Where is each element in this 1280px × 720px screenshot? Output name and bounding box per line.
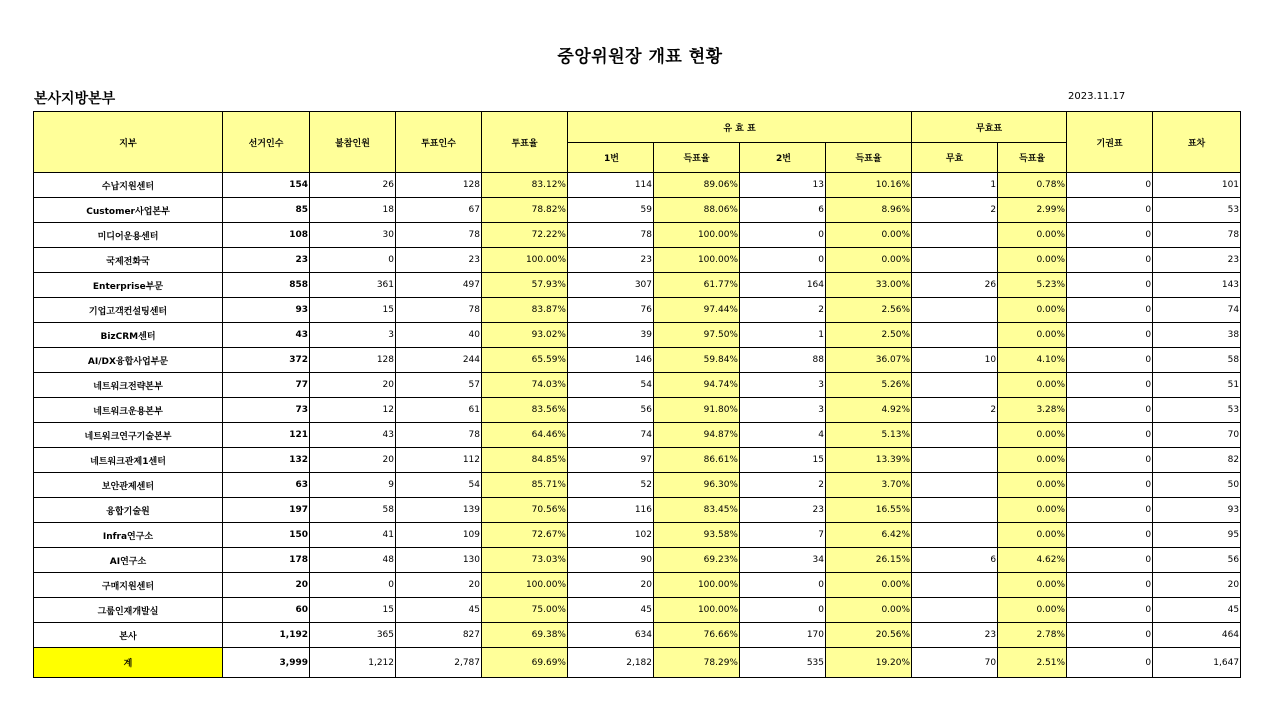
- cell-voters: 40: [396, 323, 482, 348]
- cell-turnout: 83.87%: [482, 298, 568, 323]
- cell-share-2: 3.70%: [826, 473, 912, 498]
- cell-absent: 9: [310, 473, 396, 498]
- cell-voters: 497: [396, 273, 482, 298]
- cell-branch: 네트워크관제1센터: [34, 448, 223, 473]
- cell-voters: 67: [396, 198, 482, 223]
- cell-branch: Customer사업본부: [34, 198, 223, 223]
- cell-electorate: 3,999: [223, 648, 310, 678]
- cell-votes-2: 3: [740, 373, 826, 398]
- cell-voters: 827: [396, 623, 482, 648]
- cell-share-2: 4.92%: [826, 398, 912, 423]
- cell-share-2: 36.07%: [826, 348, 912, 373]
- cell-share-1: 89.06%: [654, 173, 740, 198]
- cell-votes-1: 634: [568, 623, 654, 648]
- cell-branch: 네트워크연구기술본부: [34, 423, 223, 448]
- cell-votes-1: 78: [568, 223, 654, 248]
- cell-margin: 1,647: [1153, 648, 1241, 678]
- cell-votes-1: 102: [568, 523, 654, 548]
- cell-share-2: 2.56%: [826, 298, 912, 323]
- cell-absent: 43: [310, 423, 396, 448]
- cell-voters: 57: [396, 373, 482, 398]
- cell-share-2: 8.96%: [826, 198, 912, 223]
- cell-absent: 15: [310, 298, 396, 323]
- header-voters: 투표인수: [396, 112, 482, 173]
- cell-votes-1: 97: [568, 448, 654, 473]
- cell-margin: 101: [1153, 173, 1241, 198]
- table-row: [34, 598, 1241, 623]
- table-row: [34, 498, 1241, 523]
- cell-electorate: 150: [223, 523, 310, 548]
- cell-share-2: 0.00%: [826, 598, 912, 623]
- cell-votes-1: 146: [568, 348, 654, 373]
- cell-invalid: [912, 423, 998, 448]
- cell-invalid: 2: [912, 198, 998, 223]
- table-row: [34, 448, 1241, 473]
- cell-share-2: 19.20%: [826, 648, 912, 678]
- cell-branch: 보안관제센터: [34, 473, 223, 498]
- cell-invalid: 6: [912, 548, 998, 573]
- cell-share-2: 16.55%: [826, 498, 912, 523]
- cell-votes-2: 23: [740, 498, 826, 523]
- cell-share-1: 91.80%: [654, 398, 740, 423]
- header-invalid: 무효: [912, 143, 998, 173]
- cell-share-1: 96.30%: [654, 473, 740, 498]
- cell-share-2: 0.00%: [826, 248, 912, 273]
- table-row: [34, 173, 1241, 198]
- cell-share-1: 94.87%: [654, 423, 740, 448]
- cell-votes-2: 170: [740, 623, 826, 648]
- cell-votes-2: 6: [740, 198, 826, 223]
- cell-votes-2: 0: [740, 248, 826, 273]
- header-invalid-share: 득표율: [998, 143, 1067, 173]
- cell-invalid-share: 0.78%: [998, 173, 1067, 198]
- cell-share-2: 2.50%: [826, 323, 912, 348]
- cell-voters: 128: [396, 173, 482, 198]
- cell-electorate: 178: [223, 548, 310, 573]
- cell-invalid: [912, 523, 998, 548]
- table-row: [34, 198, 1241, 223]
- cell-absent: 128: [310, 348, 396, 373]
- cell-invalid: [912, 498, 998, 523]
- cell-branch: 계: [34, 648, 223, 678]
- cell-share-1: 78.29%: [654, 648, 740, 678]
- cell-share-2: 0.00%: [826, 223, 912, 248]
- header-absent: 불참인원: [310, 112, 396, 173]
- cell-votes-1: 23: [568, 248, 654, 273]
- section-subtitle: 본사지방본부: [34, 91, 116, 107]
- cell-electorate: 197: [223, 498, 310, 523]
- cell-margin: 50: [1153, 473, 1241, 498]
- cell-votes-1: 59: [568, 198, 654, 223]
- cell-invalid-share: 0.00%: [998, 498, 1067, 523]
- cell-share-1: 93.58%: [654, 523, 740, 548]
- cell-branch: 구매지원센터: [34, 573, 223, 598]
- cell-turnout: 83.12%: [482, 173, 568, 198]
- cell-margin: 464: [1153, 623, 1241, 648]
- cell-margin: 51: [1153, 373, 1241, 398]
- cell-voters: 78: [396, 298, 482, 323]
- cell-absent: 48: [310, 548, 396, 573]
- cell-invalid-share: 0.00%: [998, 598, 1067, 623]
- cell-votes-2: 4: [740, 423, 826, 448]
- cell-turnout: 100.00%: [482, 248, 568, 273]
- cell-votes-2: 2: [740, 473, 826, 498]
- table-row: [34, 523, 1241, 548]
- cell-votes-1: 56: [568, 398, 654, 423]
- cell-invalid: 10: [912, 348, 998, 373]
- header-share-2: 득표율: [826, 143, 912, 173]
- cell-invalid: 2: [912, 398, 998, 423]
- cell-turnout: 69.38%: [482, 623, 568, 648]
- cell-electorate: 108: [223, 223, 310, 248]
- cell-share-1: 83.45%: [654, 498, 740, 523]
- cell-turnout: 75.00%: [482, 598, 568, 623]
- cell-invalid: 26: [912, 273, 998, 298]
- cell-electorate: 20: [223, 573, 310, 598]
- cell-share-2: 13.39%: [826, 448, 912, 473]
- table-row: [34, 623, 1241, 648]
- cell-invalid-share: 0.00%: [998, 223, 1067, 248]
- header-valid-votes: 유 효 표: [568, 112, 912, 143]
- cell-invalid: [912, 473, 998, 498]
- cell-voters: 23: [396, 248, 482, 273]
- cell-invalid: 23: [912, 623, 998, 648]
- cell-branch: Infra연구소: [34, 523, 223, 548]
- cell-absent: 18: [310, 198, 396, 223]
- cell-branch: 네트워크운용본부: [34, 398, 223, 423]
- cell-electorate: 73: [223, 398, 310, 423]
- cell-branch: 융합기술원: [34, 498, 223, 523]
- total-row: [34, 648, 1241, 678]
- table-row: [34, 223, 1241, 248]
- cell-abstain: 0: [1067, 573, 1153, 598]
- cell-votes-1: 74: [568, 423, 654, 448]
- cell-absent: 1,212: [310, 648, 396, 678]
- cell-votes-2: 0: [740, 223, 826, 248]
- cell-share-1: 97.44%: [654, 298, 740, 323]
- cell-share-1: 69.23%: [654, 548, 740, 573]
- cell-votes-1: 54: [568, 373, 654, 398]
- cell-voters: 2,787: [396, 648, 482, 678]
- cell-absent: 3: [310, 323, 396, 348]
- header-invalid-votes: 무효표: [912, 112, 1067, 143]
- cell-votes-1: 116: [568, 498, 654, 523]
- cell-invalid-share: 0.00%: [998, 298, 1067, 323]
- cell-votes-1: 114: [568, 173, 654, 198]
- cell-invalid-share: 0.00%: [998, 373, 1067, 398]
- cell-votes-2: 88: [740, 348, 826, 373]
- cell-invalid-share: 4.10%: [998, 348, 1067, 373]
- table-row: [34, 398, 1241, 423]
- cell-absent: 20: [310, 373, 396, 398]
- cell-margin: 143: [1153, 273, 1241, 298]
- cell-share-1: 100.00%: [654, 223, 740, 248]
- cell-voters: 130: [396, 548, 482, 573]
- cell-turnout: 83.56%: [482, 398, 568, 423]
- cell-margin: 38: [1153, 323, 1241, 348]
- cell-turnout: 72.67%: [482, 523, 568, 548]
- cell-margin: 82: [1153, 448, 1241, 473]
- cell-margin: 56: [1153, 548, 1241, 573]
- cell-share-2: 5.13%: [826, 423, 912, 448]
- cell-votes-2: 2: [740, 298, 826, 323]
- cell-turnout: 93.02%: [482, 323, 568, 348]
- cell-electorate: 858: [223, 273, 310, 298]
- cell-absent: 30: [310, 223, 396, 248]
- cell-votes-1: 39: [568, 323, 654, 348]
- cell-votes-1: 20: [568, 573, 654, 598]
- table-row: [34, 548, 1241, 573]
- cell-branch: 수납지원센터: [34, 173, 223, 198]
- cell-votes-2: 1: [740, 323, 826, 348]
- cell-margin: 53: [1153, 398, 1241, 423]
- cell-absent: 361: [310, 273, 396, 298]
- cell-share-1: 100.00%: [654, 598, 740, 623]
- cell-abstain: 0: [1067, 248, 1153, 273]
- cell-share-1: 94.74%: [654, 373, 740, 398]
- cell-branch: 미디어운용센터: [34, 223, 223, 248]
- cell-abstain: 0: [1067, 223, 1153, 248]
- cell-abstain: 0: [1067, 373, 1153, 398]
- cell-share-1: 59.84%: [654, 348, 740, 373]
- cell-abstain: 0: [1067, 623, 1153, 648]
- cell-invalid-share: 4.62%: [998, 548, 1067, 573]
- cell-voters: 112: [396, 448, 482, 473]
- cell-abstain: 0: [1067, 598, 1153, 623]
- table-row: [34, 473, 1241, 498]
- cell-votes-2: 535: [740, 648, 826, 678]
- cell-electorate: 93: [223, 298, 310, 323]
- cell-branch: 기업고객컨설팅센터: [34, 298, 223, 323]
- cell-branch: AI연구소: [34, 548, 223, 573]
- cell-voters: 244: [396, 348, 482, 373]
- cell-abstain: 0: [1067, 198, 1153, 223]
- cell-abstain: 0: [1067, 473, 1153, 498]
- table-row: [34, 298, 1241, 323]
- cell-absent: 20: [310, 448, 396, 473]
- cell-branch: 그룹인재개발실: [34, 598, 223, 623]
- header-share-1: 득표율: [654, 143, 740, 173]
- cell-abstain: 0: [1067, 173, 1153, 198]
- cell-abstain: 0: [1067, 423, 1153, 448]
- header-electorate: 선거인수: [223, 112, 310, 173]
- cell-abstain: 0: [1067, 398, 1153, 423]
- header-abstain: 기권표: [1067, 112, 1153, 173]
- cell-invalid-share: 0.00%: [998, 473, 1067, 498]
- cell-abstain: 0: [1067, 523, 1153, 548]
- cell-invalid: [912, 373, 998, 398]
- cell-share-1: 76.66%: [654, 623, 740, 648]
- cell-invalid: 1: [912, 173, 998, 198]
- cell-turnout: 73.03%: [482, 548, 568, 573]
- cell-abstain: 0: [1067, 348, 1153, 373]
- table-row: [34, 273, 1241, 298]
- cell-share-1: 100.00%: [654, 573, 740, 598]
- cell-absent: 41: [310, 523, 396, 548]
- cell-turnout: 84.85%: [482, 448, 568, 473]
- cell-invalid-share: 0.00%: [998, 448, 1067, 473]
- cell-votes-2: 34: [740, 548, 826, 573]
- cell-invalid: [912, 223, 998, 248]
- cell-absent: 12: [310, 398, 396, 423]
- cell-electorate: 1,192: [223, 623, 310, 648]
- cell-turnout: 70.56%: [482, 498, 568, 523]
- table-row: [34, 423, 1241, 448]
- cell-branch: 국제전화국: [34, 248, 223, 273]
- cell-share-2: 20.56%: [826, 623, 912, 648]
- header-turnout: 투표율: [482, 112, 568, 173]
- cell-electorate: 23: [223, 248, 310, 273]
- cell-invalid: [912, 298, 998, 323]
- cell-votes-2: 164: [740, 273, 826, 298]
- cell-share-2: 33.00%: [826, 273, 912, 298]
- vote-count-table: [33, 111, 1241, 678]
- cell-turnout: 65.59%: [482, 348, 568, 373]
- cell-share-1: 100.00%: [654, 248, 740, 273]
- cell-margin: 58: [1153, 348, 1241, 373]
- cell-votes-1: 90: [568, 548, 654, 573]
- cell-invalid-share: 2.99%: [998, 198, 1067, 223]
- cell-abstain: 0: [1067, 648, 1153, 678]
- cell-absent: 0: [310, 573, 396, 598]
- cell-votes-1: 45: [568, 598, 654, 623]
- cell-votes-2: 0: [740, 598, 826, 623]
- cell-margin: 70: [1153, 423, 1241, 448]
- header-candidate-1: 1번: [568, 143, 654, 173]
- cell-absent: 58: [310, 498, 396, 523]
- cell-voters: 78: [396, 423, 482, 448]
- table-row: [34, 248, 1241, 273]
- cell-electorate: 60: [223, 598, 310, 623]
- cell-turnout: 72.22%: [482, 223, 568, 248]
- cell-absent: 365: [310, 623, 396, 648]
- cell-margin: 20: [1153, 573, 1241, 598]
- cell-absent: 26: [310, 173, 396, 198]
- cell-votes-2: 0: [740, 573, 826, 598]
- cell-invalid: 70: [912, 648, 998, 678]
- cell-invalid: [912, 248, 998, 273]
- cell-share-1: 88.06%: [654, 198, 740, 223]
- cell-voters: 61: [396, 398, 482, 423]
- cell-electorate: 85: [223, 198, 310, 223]
- cell-voters: 139: [396, 498, 482, 523]
- header-branch: 지부: [34, 112, 223, 173]
- cell-absent: 0: [310, 248, 396, 273]
- cell-share-1: 86.61%: [654, 448, 740, 473]
- cell-votes-1: 2,182: [568, 648, 654, 678]
- cell-share-2: 5.26%: [826, 373, 912, 398]
- cell-margin: 45: [1153, 598, 1241, 623]
- cell-turnout: 74.03%: [482, 373, 568, 398]
- table-row: [34, 323, 1241, 348]
- cell-invalid-share: 0.00%: [998, 573, 1067, 598]
- cell-branch: 본사: [34, 623, 223, 648]
- cell-branch: BizCRM센터: [34, 323, 223, 348]
- cell-abstain: 0: [1067, 448, 1153, 473]
- cell-electorate: 121: [223, 423, 310, 448]
- cell-voters: 54: [396, 473, 482, 498]
- cell-turnout: 57.93%: [482, 273, 568, 298]
- cell-branch: AI/DX융합사업부문: [34, 348, 223, 373]
- cell-share-2: 6.42%: [826, 523, 912, 548]
- cell-votes-1: 52: [568, 473, 654, 498]
- cell-electorate: 154: [223, 173, 310, 198]
- cell-voters: 78: [396, 223, 482, 248]
- cell-electorate: 372: [223, 348, 310, 373]
- cell-votes-2: 15: [740, 448, 826, 473]
- cell-abstain: 0: [1067, 323, 1153, 348]
- cell-votes-2: 13: [740, 173, 826, 198]
- cell-votes-2: 3: [740, 398, 826, 423]
- cell-votes-2: 7: [740, 523, 826, 548]
- cell-share-2: 26.15%: [826, 548, 912, 573]
- table-row: [34, 373, 1241, 398]
- cell-turnout: 100.00%: [482, 573, 568, 598]
- cell-voters: 109: [396, 523, 482, 548]
- cell-votes-1: 76: [568, 298, 654, 323]
- cell-margin: 78: [1153, 223, 1241, 248]
- cell-invalid-share: 3.28%: [998, 398, 1067, 423]
- cell-turnout: 64.46%: [482, 423, 568, 448]
- report-date: 2023.11.17: [1068, 91, 1126, 102]
- cell-electorate: 132: [223, 448, 310, 473]
- cell-electorate: 63: [223, 473, 310, 498]
- cell-share-2: 0.00%: [826, 573, 912, 598]
- cell-margin: 53: [1153, 198, 1241, 223]
- table-row: [34, 348, 1241, 373]
- header-margin: 표차: [1153, 112, 1241, 173]
- cell-voters: 45: [396, 598, 482, 623]
- cell-absent: 15: [310, 598, 396, 623]
- cell-invalid: [912, 598, 998, 623]
- cell-votes-1: 307: [568, 273, 654, 298]
- cell-invalid-share: 0.00%: [998, 323, 1067, 348]
- cell-abstain: 0: [1067, 298, 1153, 323]
- cell-abstain: 0: [1067, 498, 1153, 523]
- cell-invalid: [912, 573, 998, 598]
- cell-invalid-share: 2.78%: [998, 623, 1067, 648]
- cell-branch: 네트워크전략본부: [34, 373, 223, 398]
- table-row: [34, 573, 1241, 598]
- cell-electorate: 77: [223, 373, 310, 398]
- cell-invalid-share: 0.00%: [998, 423, 1067, 448]
- cell-abstain: 0: [1067, 273, 1153, 298]
- cell-abstain: 0: [1067, 548, 1153, 573]
- cell-electorate: 43: [223, 323, 310, 348]
- cell-invalid: [912, 323, 998, 348]
- page-title: 중앙위원장 개표 현황: [557, 47, 723, 67]
- cell-voters: 20: [396, 573, 482, 598]
- cell-margin: 93: [1153, 498, 1241, 523]
- cell-turnout: 69.69%: [482, 648, 568, 678]
- cell-invalid-share: 0.00%: [998, 248, 1067, 273]
- cell-branch: Enterprise부문: [34, 273, 223, 298]
- cell-margin: 23: [1153, 248, 1241, 273]
- cell-margin: 95: [1153, 523, 1241, 548]
- cell-invalid: [912, 448, 998, 473]
- cell-invalid-share: 5.23%: [998, 273, 1067, 298]
- cell-turnout: 85.71%: [482, 473, 568, 498]
- cell-share-1: 61.77%: [654, 273, 740, 298]
- cell-margin: 74: [1153, 298, 1241, 323]
- header-candidate-2: 2번: [740, 143, 826, 173]
- cell-share-1: 97.50%: [654, 323, 740, 348]
- cell-invalid-share: 0.00%: [998, 523, 1067, 548]
- cell-invalid-share: 2.51%: [998, 648, 1067, 678]
- cell-share-2: 10.16%: [826, 173, 912, 198]
- cell-turnout: 78.82%: [482, 198, 568, 223]
